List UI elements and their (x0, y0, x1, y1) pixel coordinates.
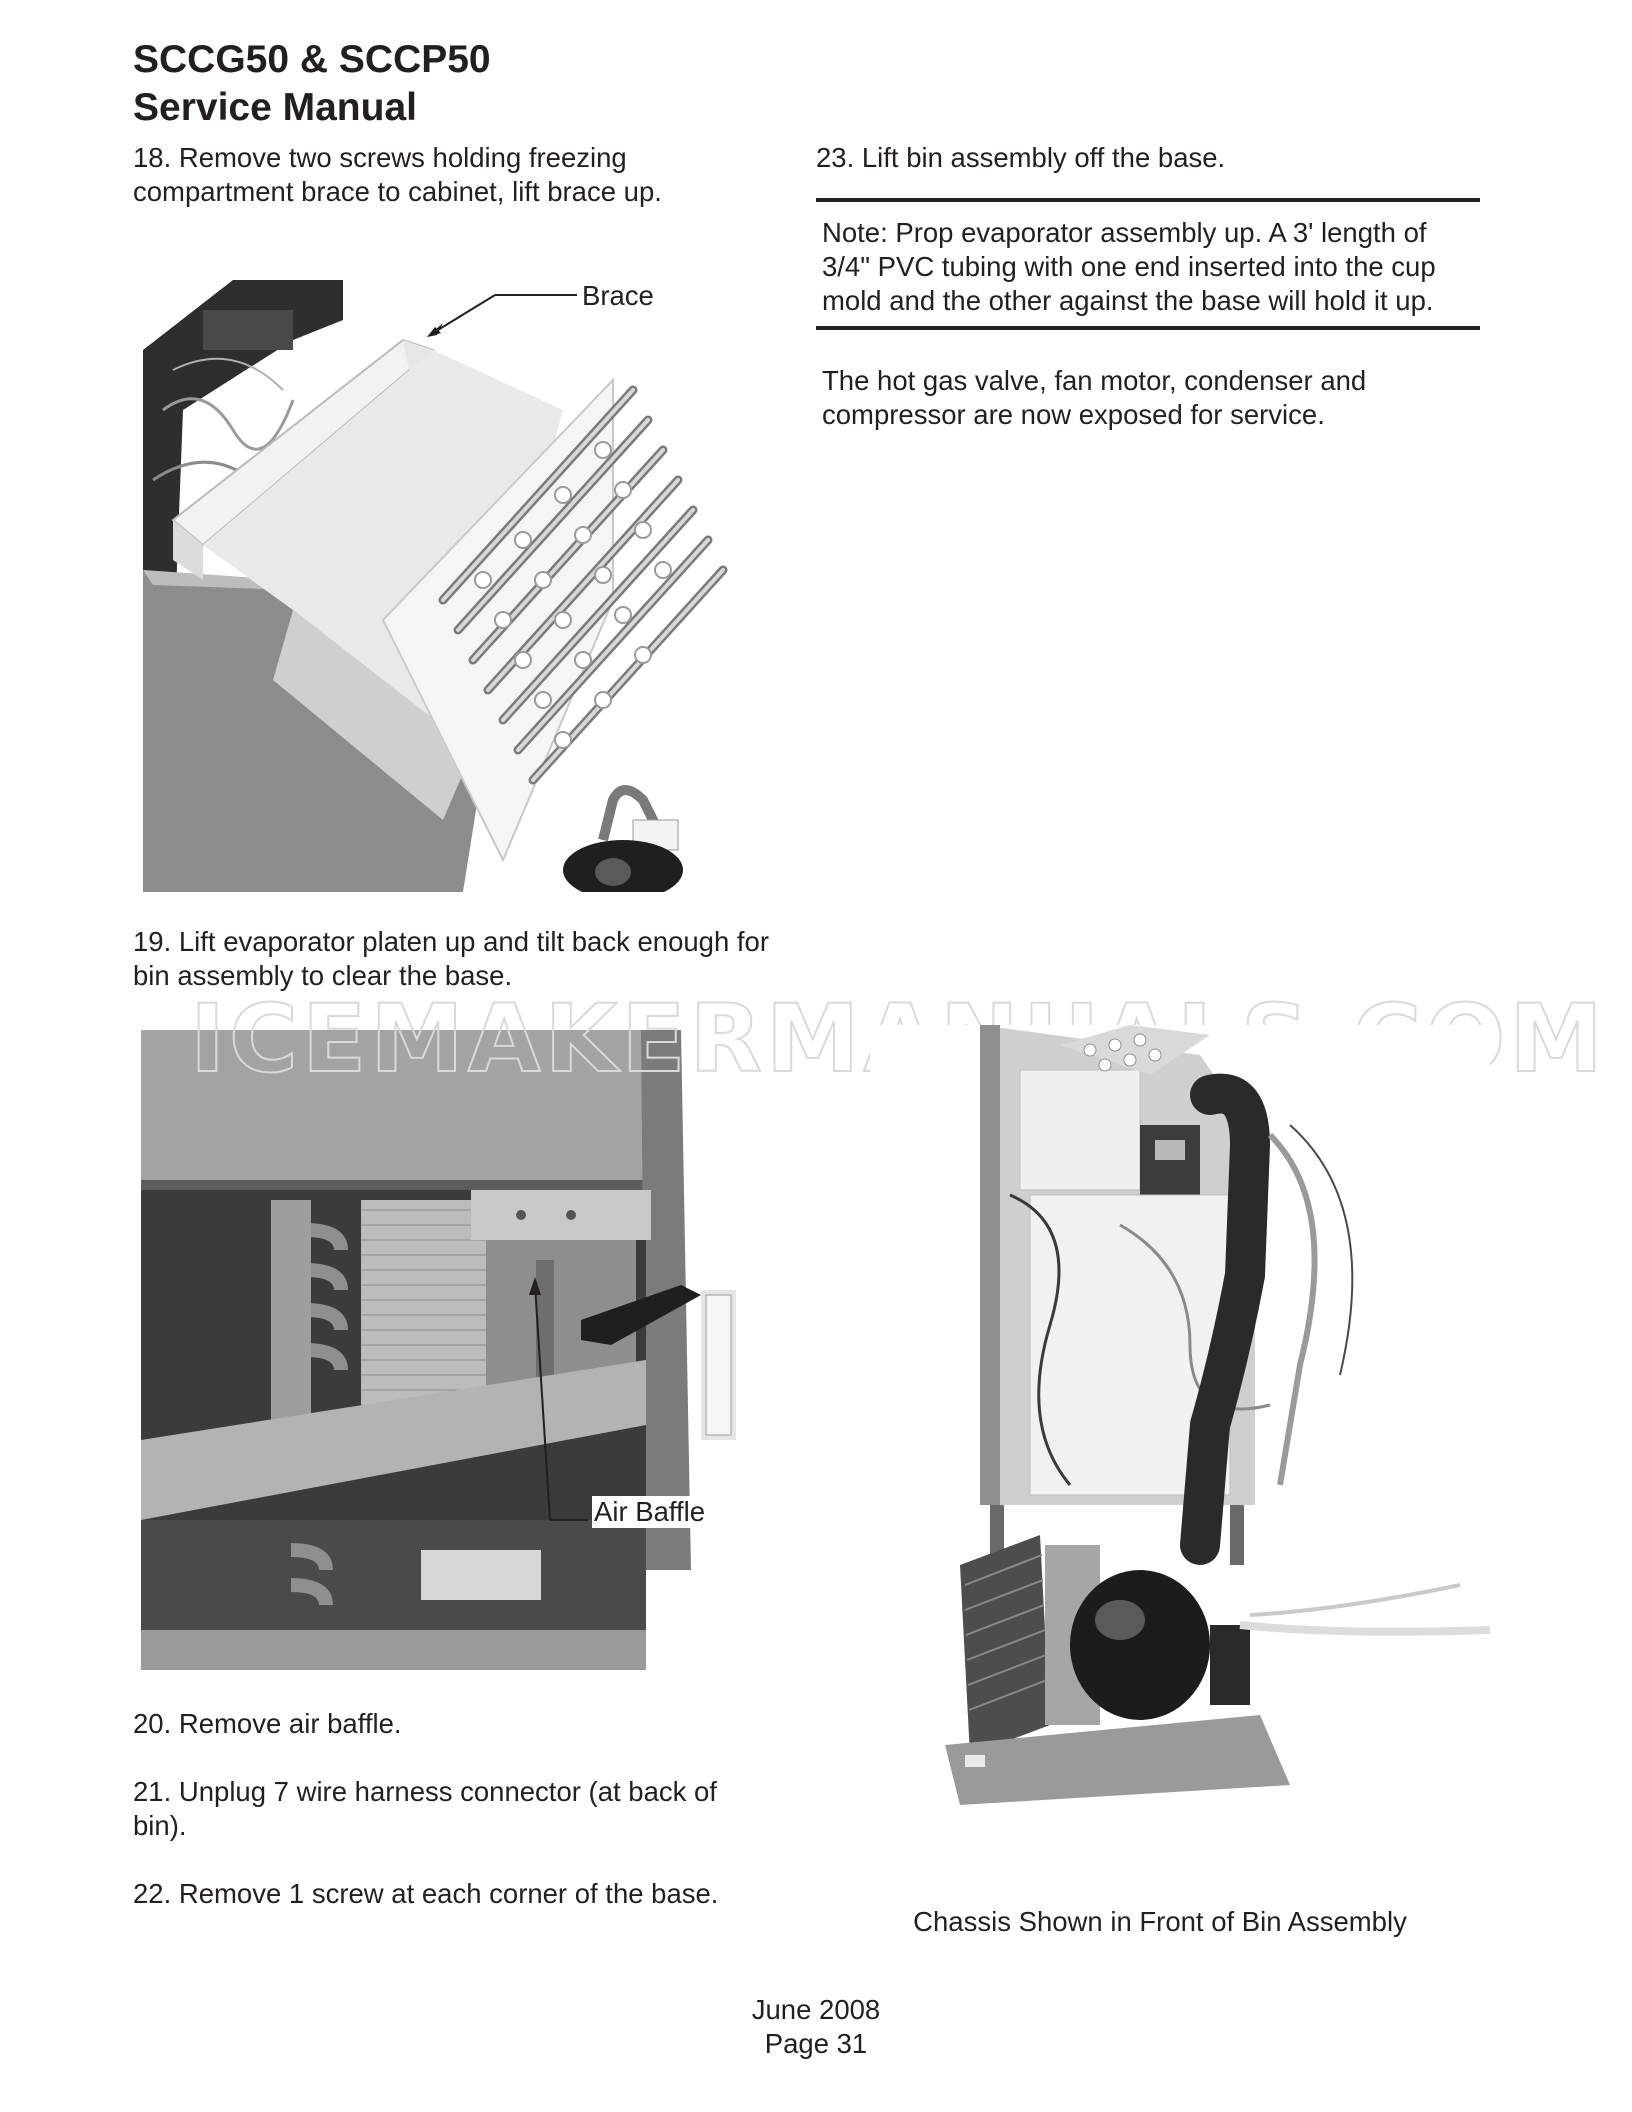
exposed-components-text: The hot gas valve, fan motor, condenser and compressor are now exposed for service. (822, 365, 1367, 430)
brace-evaporator-photo (143, 280, 773, 892)
chassis-caption: Chassis Shown in Front of Bin Assembly (913, 1906, 1407, 1937)
brace-callout-arrow (425, 285, 585, 345)
title-line-1: SCCG50 & SCCP50 (133, 38, 491, 81)
chassis-photo (870, 1025, 1490, 1805)
note-text: Note: Prop evaporator assembly up. A 3' length of 3/4" PVC tubing with one end inserted into the cup mold and the other against the base will hold it up. (822, 217, 1436, 316)
footer-page-number: Page 31 (764, 2028, 868, 2059)
air-baffle-callout-arrow (520, 1275, 590, 1535)
step-23-text: 23. Lift bin assembly off the base. (816, 142, 1226, 173)
note-top-rule (816, 198, 1480, 202)
footer-date: June 2008 (751, 1994, 881, 2025)
step-20-text: 20. Remove air baffle. (133, 1708, 402, 1739)
step-18-text: 18. Remove two screws holding freezing compartment brace to cabinet, lift brace up. (133, 142, 662, 207)
page-title (133, 36, 491, 132)
step-21-text: 21. Unplug 7 wire harness connector (at back of bin). (133, 1776, 717, 1841)
air-baffle-label: Air Baffle (594, 1496, 706, 1527)
title-line-2: Service Manual (133, 86, 417, 129)
air-baffle-photo (141, 1030, 791, 1680)
step-22-text: 22. Remove 1 screw at each corner of the base. (133, 1878, 719, 1909)
brace-label: Brace (582, 280, 654, 311)
step-19-text: 19. Lift evaporator platen up and tilt back enough for bin assembly to clear the base. (133, 926, 769, 991)
note-bottom-rule (816, 326, 1480, 330)
